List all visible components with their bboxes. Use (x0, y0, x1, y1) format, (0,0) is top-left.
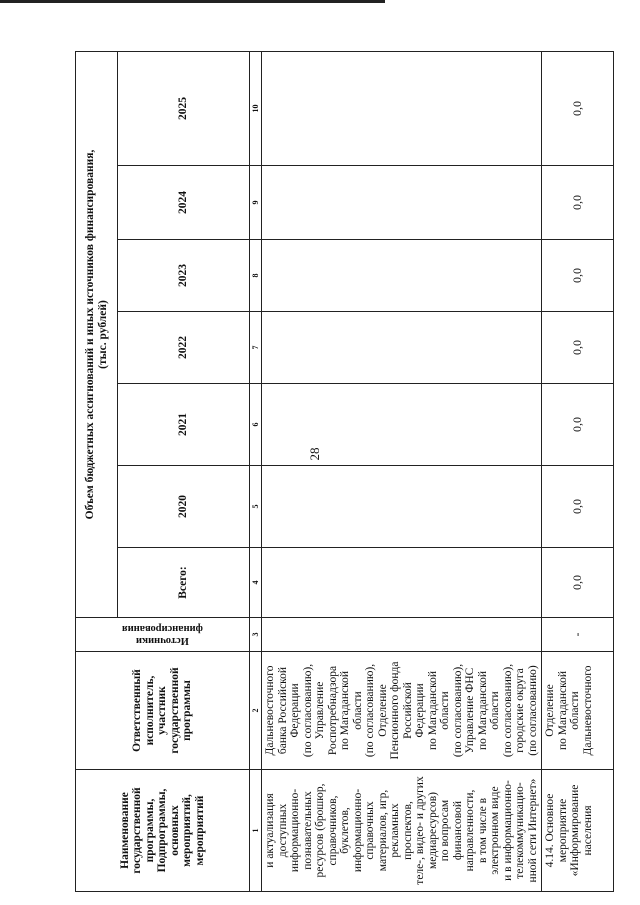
row-value (262, 52, 542, 166)
index-cell: 7 (250, 312, 262, 384)
row-name: 4.14. Основное мероприятие «Информирование населения (542, 770, 614, 892)
header-year: 2021 (118, 384, 250, 466)
index-cell: 9 (250, 166, 262, 240)
rotated-table-container (75, 52, 595, 892)
header-year: 2023 (118, 240, 250, 312)
index-cell: 5 (250, 466, 262, 548)
top-rule (0, 0, 385, 3)
index-cell: 10 (250, 52, 262, 166)
page-number: 28 (307, 447, 322, 461)
financing-table (75, 51, 614, 892)
row-total: 0,0 (542, 548, 614, 618)
index-cell: 3 (250, 618, 262, 652)
index-row (250, 52, 262, 892)
index-cell: 1 (250, 770, 262, 892)
header-year: 2025 (118, 52, 250, 166)
header-year: 2020 (118, 466, 250, 548)
header-year: 2024 (118, 166, 250, 240)
header-volume: Объем бюджетных ассигнований и иных источников финансирования, (тыс. рублей) (76, 52, 118, 618)
index-cell: 2 (250, 652, 262, 770)
header-source: Источники финансирования (76, 618, 250, 652)
index-cell: 4 (250, 548, 262, 618)
row-value (262, 166, 542, 240)
row-source (262, 618, 542, 652)
row-executor: Дальневосточного банка Российской Федерации (по согласованию), Управление Роспотребнадзора по Магаданской области (по согласованию), Отделение Пенсионного фонда Российской Федерации по Магаданской области (по согласованию), Управление ФНС по Магаданской области (по согласованию), городские округа (по согласованию) (262, 652, 542, 770)
header-total: Всего: (118, 548, 250, 618)
row-value (262, 384, 542, 466)
table-row (542, 52, 614, 892)
row-value (262, 312, 542, 384)
header-name: Наименование государственной программы, Подпрограммы, основных мероприятий, мероприятий (76, 770, 250, 892)
row-value: 0,0 (542, 52, 614, 166)
table-row (262, 52, 542, 892)
row-value (262, 466, 542, 548)
row-value: 0,0 (542, 384, 614, 466)
row-value: 0,0 (542, 312, 614, 384)
index-cell: 8 (250, 240, 262, 312)
row-name: и актуализация доступных информационно- познавательных ресурсов (брошюр, справочников, буклетов, информационно- справочных материалов, игр, рекламных проспектов, теле-, видео- и других медиаресурсов) по вопросам финансовой направленности, в том числе в электронном виде и в информационно- телекоммуникацио- нной сети Интернет» (262, 770, 542, 892)
row-total (262, 548, 542, 618)
row-value: 0,0 (542, 466, 614, 548)
header-row-1 (76, 52, 118, 892)
header-year: 2022 (118, 312, 250, 384)
row-source: - (542, 618, 614, 652)
row-value: 0,0 (542, 166, 614, 240)
row-executor: Отделение по Магаданской области Дальневосточного (542, 652, 614, 770)
row-value: 0,0 (542, 240, 614, 312)
row-value (262, 240, 542, 312)
header-executor: Ответственный исполнитель, участник государственной программы (76, 652, 250, 770)
index-cell: 6 (250, 384, 262, 466)
